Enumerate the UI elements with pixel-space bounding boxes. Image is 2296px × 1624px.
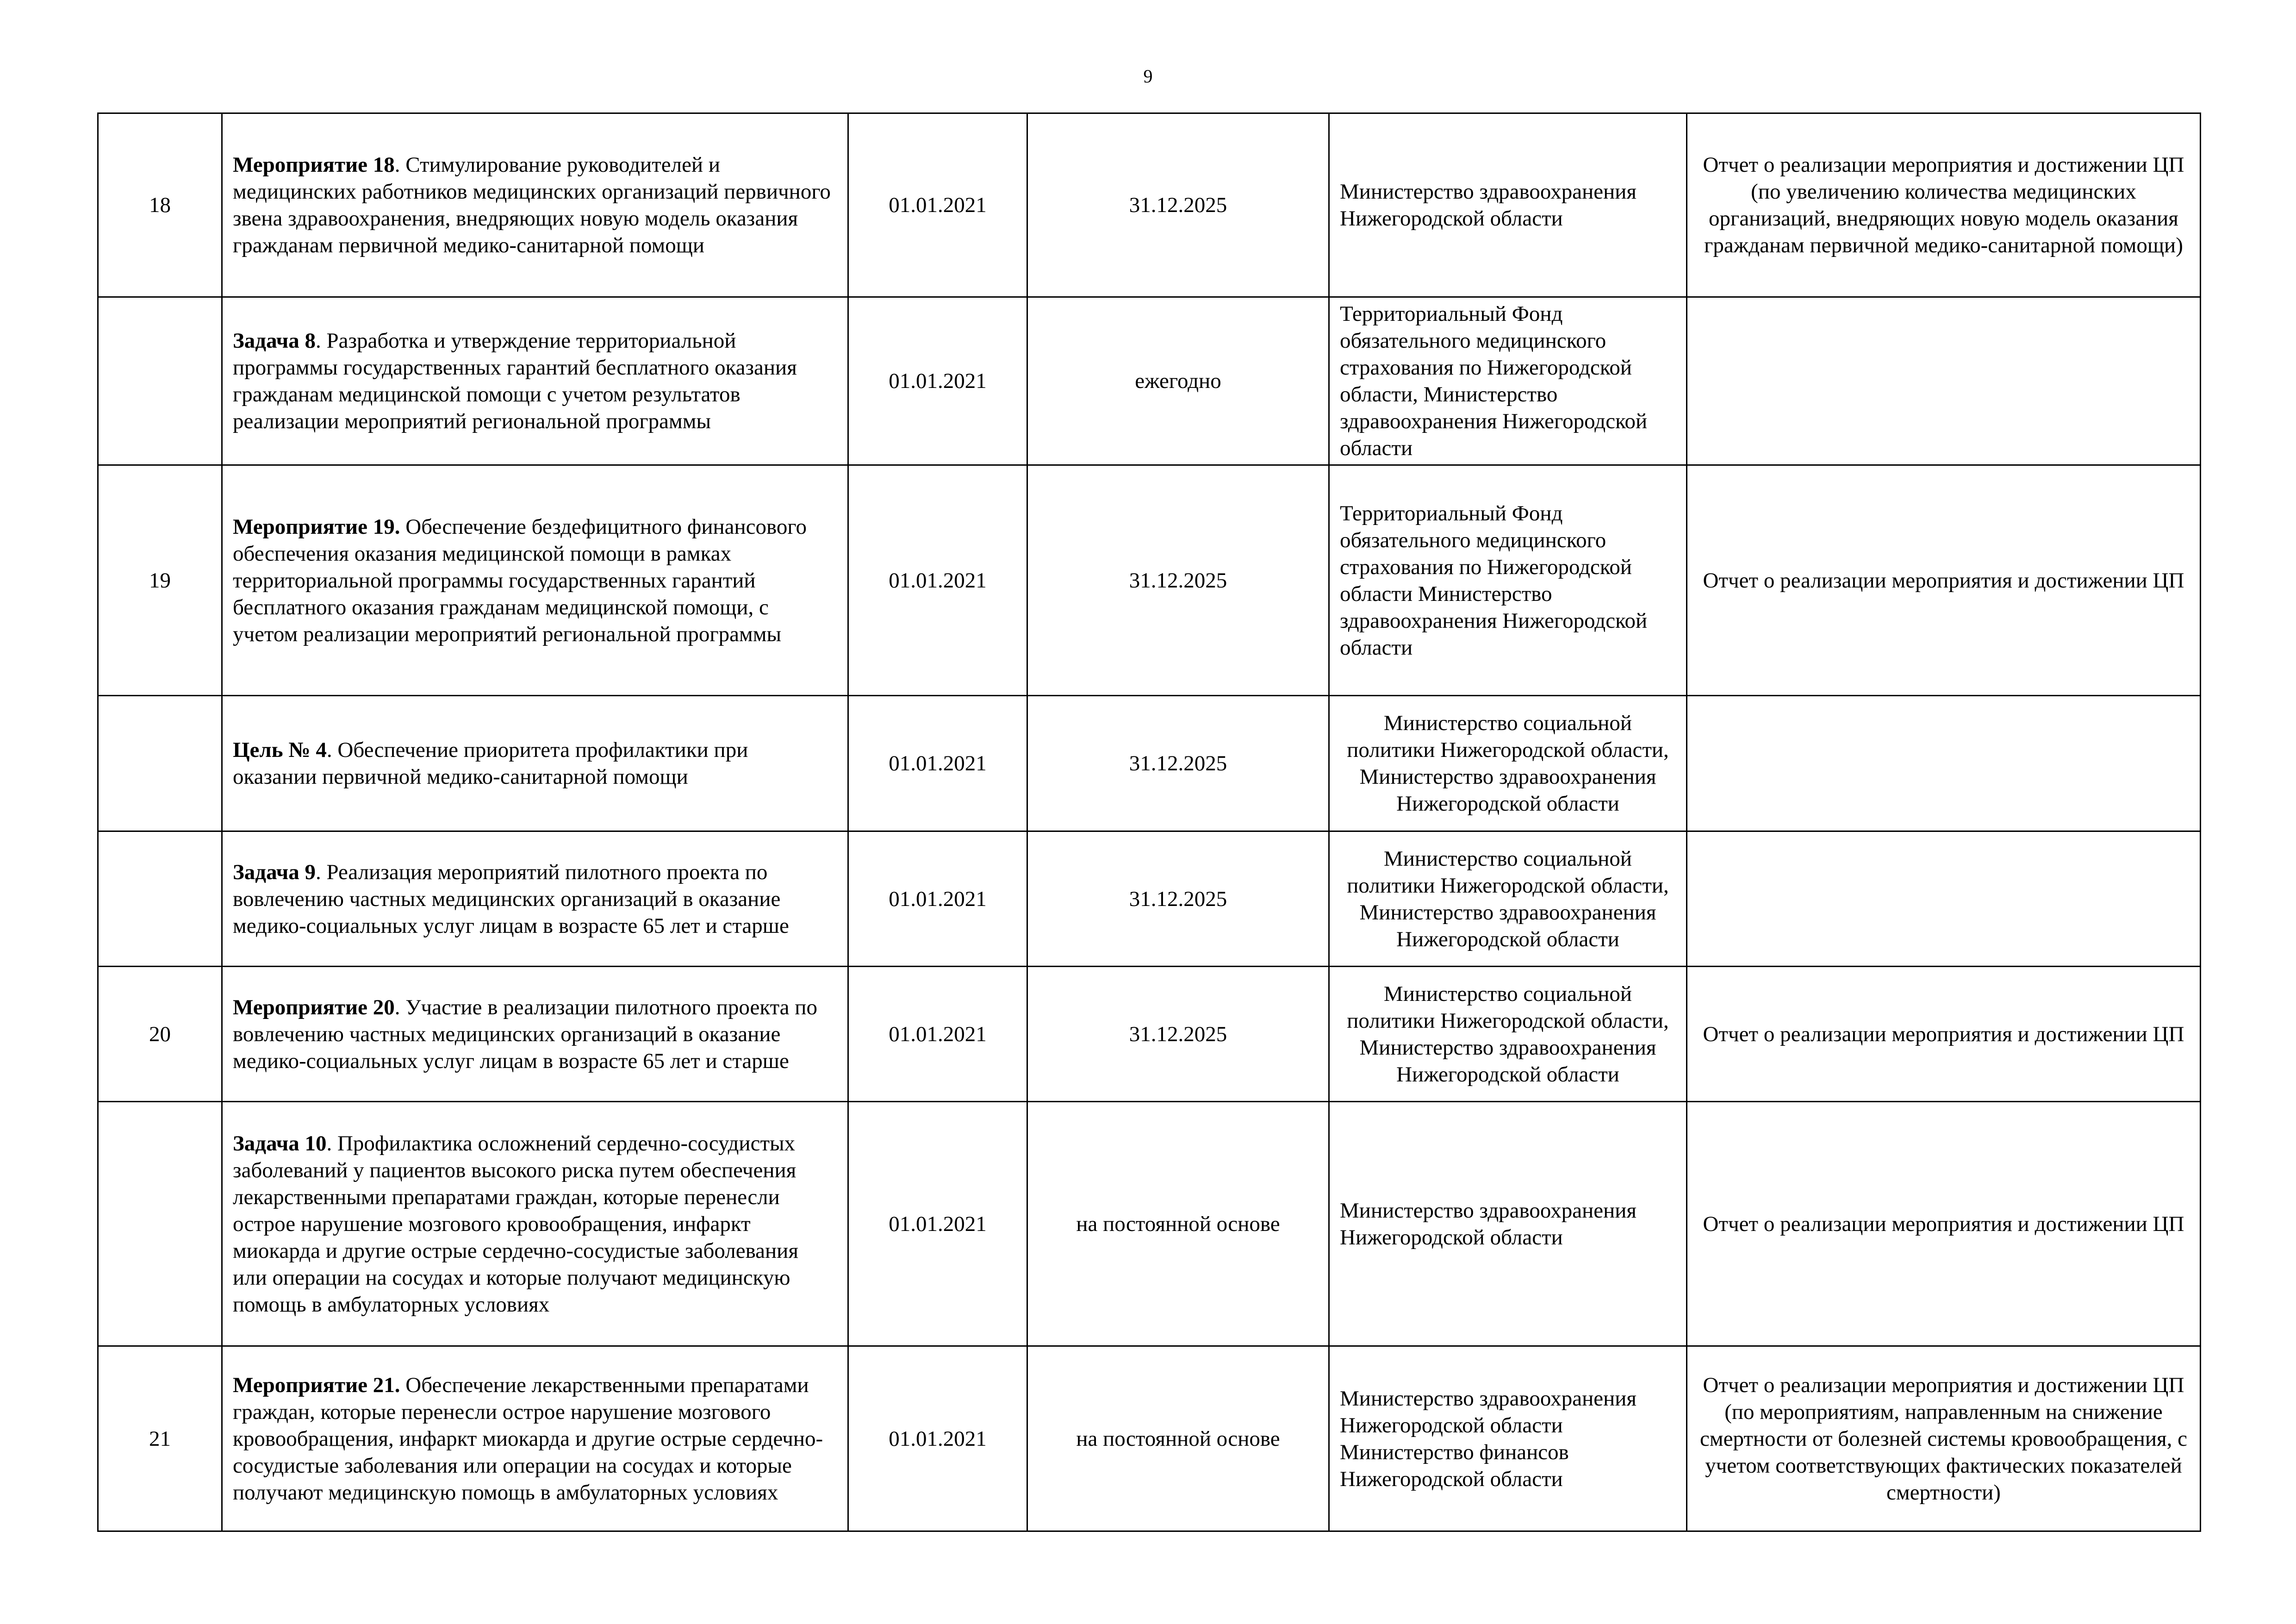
row-number: [98, 696, 222, 831]
table-row: [98, 113, 2201, 297]
table-row: [98, 696, 2201, 831]
row-number: [98, 297, 222, 465]
table-row: [98, 831, 2201, 967]
table-row: [98, 297, 2201, 465]
end-date: 31.12.2025: [1027, 967, 1329, 1102]
activity-text: . Реализация мероприятий пилотного проекта по вовлечению частных медицинских организаций в оказание медико-социальных услуг лицам в возрасте 65 лет и старше: [233, 860, 789, 938]
start-date: 01.01.2021: [848, 297, 1027, 465]
activity-description: [222, 967, 848, 1102]
row-number: [98, 1102, 222, 1346]
expected-result: Отчет о реализации мероприятия и достижении ЦП: [1687, 1102, 2201, 1346]
responsible-executor: Территориальный Фонд обязательного медицинского страхования по Нижегородской области, Министерство здравоохранения Нижегородской области: [1329, 297, 1687, 465]
start-date: 01.01.2021: [848, 967, 1027, 1102]
table-row: [98, 1102, 2201, 1346]
expected-result: Отчет о реализации мероприятия и достижении ЦП: [1687, 465, 2201, 696]
activity-text: Обеспечение лекарственными препаратами граждан, которые перенесли острое нарушение мозгового кровообращения, инфаркт миокарда и другие острые сердечно-сосудистые заболевания или операции на сосудах и которые получают медицинскую помощь в амбулаторных условиях: [233, 1373, 823, 1505]
activity-title: Цель № 4: [233, 738, 327, 762]
activity-text: . Стимулирование руководителей и медицинских работников медицинских организаций первичного звена здравоохранения, внедряющих новую модель оказания гражданам первичной медико-санитарной помощи: [233, 153, 831, 257]
end-date: 31.12.2025: [1027, 465, 1329, 696]
activity-description: [222, 113, 848, 297]
activity-title: Мероприятие 19.: [233, 514, 400, 539]
responsible-executor: Министерство здравоохранения Нижегородской области Министерство финансов Нижегородской области: [1329, 1346, 1687, 1531]
activity-title: Мероприятие 18: [233, 153, 395, 177]
responsible-executor: Территориальный Фонд обязательного медицинского страхования по Нижегородской области Министерство здравоохранения Нижегородской области: [1329, 465, 1687, 696]
table-row: [98, 1346, 2201, 1531]
responsible-executor: Министерство социальной политики Нижегородской области, Министерство здравоохранения Нижегородской области: [1329, 967, 1687, 1102]
end-date: на постоянной основе: [1027, 1102, 1329, 1346]
start-date: 01.01.2021: [848, 1102, 1027, 1346]
start-date: 01.01.2021: [848, 1346, 1027, 1531]
table-row: [98, 465, 2201, 696]
responsible-executor: Министерство здравоохранения Нижегородской области: [1329, 1102, 1687, 1346]
start-date: 01.01.2021: [848, 113, 1027, 297]
end-date: 31.12.2025: [1027, 831, 1329, 967]
activity-text: . Обеспечение приоритета профилактики при оказании первичной медико-санитарной помощи: [233, 738, 748, 789]
activity-text: . Участие в реализации пилотного проекта по вовлечению частных медицинских организаций в оказание медико-социальных услуг лицам в возрасте 65 лет и старше: [233, 995, 817, 1073]
activity-title: Задача 10: [233, 1131, 327, 1156]
activities-table: [97, 112, 2201, 1532]
row-number: 20: [98, 967, 222, 1102]
expected-result: [1687, 297, 2201, 465]
start-date: 01.01.2021: [848, 831, 1027, 967]
activity-description: [222, 696, 848, 831]
expected-result: Отчет о реализации мероприятия и достижении ЦП (по увеличению количества медицинских организаций, внедряющих новую модель оказания гражданам первичной медико-санитарной помощи): [1687, 113, 2201, 297]
expected-result: Отчет о реализации мероприятия и достижении ЦП (по мероприятиям, направленным на снижение смертности от болезней системы кровообращения, с учетом соответствующих фактических показателей смертности): [1687, 1346, 2201, 1531]
end-date: 31.12.2025: [1027, 113, 1329, 297]
row-number: 18: [98, 113, 222, 297]
page-number: 9: [1143, 66, 1153, 87]
expected-result: Отчет о реализации мероприятия и достижении ЦП: [1687, 967, 2201, 1102]
row-number: 19: [98, 465, 222, 696]
start-date: 01.01.2021: [848, 465, 1027, 696]
activity-text: Обеспечение бездефицитного финансового обеспечения оказания медицинской помощи в рамках территориальной программы государственных гарантий бесплатного оказания гражданам медицинской помощи, с учетом реализации мероприятий региональной программы: [233, 514, 807, 646]
activity-title: Задача 8: [233, 329, 316, 353]
activity-text: . Профилактика осложнений сердечно-сосудистых заболеваний у пациентов высокого риска путем обеспечения лекарственными препаратами граждан, которые перенесли острое нарушение мозгового кровообращения, инфаркт миокарда и другие острые сердечно-сосудистые заболевания или операции на сосудах и которые получают медицинскую помощь в амбулаторных условиях: [233, 1131, 798, 1317]
table-row: [98, 967, 2201, 1102]
activity-description: [222, 831, 848, 967]
activity-description: [222, 465, 848, 696]
responsible-executor: Министерство социальной политики Нижегородской области, Министерство здравоохранения Нижегородской области: [1329, 831, 1687, 967]
activity-title: Задача 9: [233, 860, 316, 884]
responsible-executor: Министерство здравоохранения Нижегородской области: [1329, 113, 1687, 297]
activity-description: [222, 297, 848, 465]
activity-title: Мероприятие 20: [233, 995, 395, 1019]
activity-text: . Разработка и утверждение территориальной программы государственных гарантий бесплатного оказания гражданам медицинской помощи с учетом результатов реализации мероприятий региональной программы: [233, 329, 797, 433]
activity-title: Мероприятие 21.: [233, 1373, 400, 1397]
end-date: ежегодно: [1027, 297, 1329, 465]
row-number: [98, 831, 222, 967]
row-number: 21: [98, 1346, 222, 1531]
start-date: 01.01.2021: [848, 696, 1027, 831]
expected-result: [1687, 696, 2201, 831]
end-date: на постоянной основе: [1027, 1346, 1329, 1531]
activity-description: [222, 1102, 848, 1346]
responsible-executor: Министерство социальной политики Нижегородской области, Министерство здравоохранения Нижегородской области: [1329, 696, 1687, 831]
end-date: 31.12.2025: [1027, 696, 1329, 831]
activity-description: [222, 1346, 848, 1531]
expected-result: [1687, 831, 2201, 967]
